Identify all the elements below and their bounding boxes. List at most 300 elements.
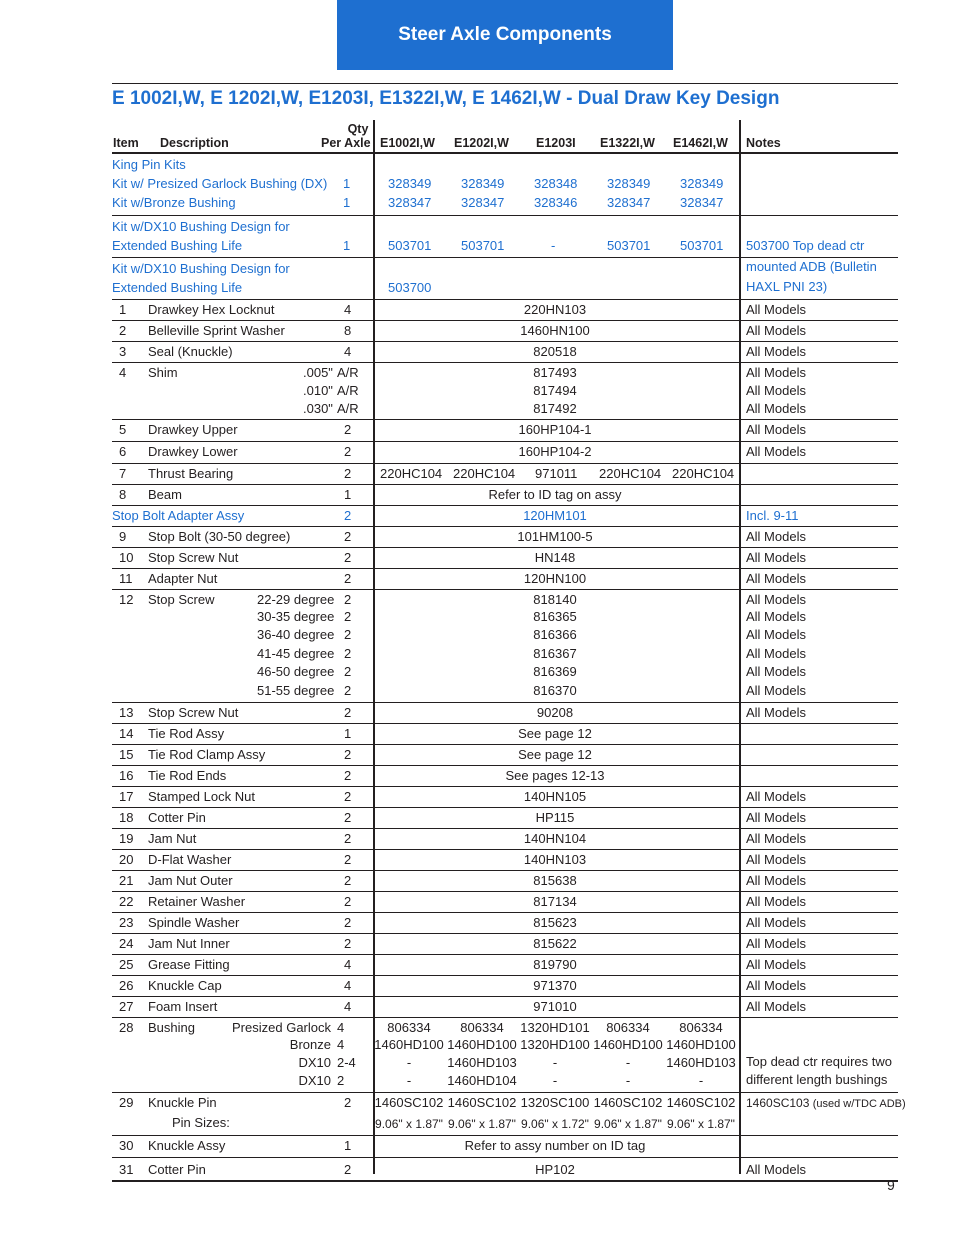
shim-size: .010" <box>303 383 333 398</box>
part-number: 160HP104-1 <box>518 422 592 437</box>
kit-dx10-part: 503701 <box>461 238 505 253</box>
item-description: Stop Screw <box>148 592 215 607</box>
page-title: E 1002I,W, E 1202I,W, E1203I, E1322I,W, E 1462I,W - Dual Draw Key Design <box>112 88 780 109</box>
pin-size: 9.06" x 1.72" <box>521 1117 589 1131</box>
item-description: Jam Nut Outer <box>148 873 233 888</box>
item-qty: 2 <box>344 705 352 720</box>
part-number: 220HC104 <box>599 466 662 481</box>
degree-range: 36-40 degree <box>257 627 335 642</box>
item-qty: 2 <box>344 683 352 698</box>
kit-dx10-desc: Extended Bushing Life <box>112 238 243 253</box>
item-qty: 2 <box>344 1095 352 1110</box>
item-number: 16 <box>119 768 134 783</box>
item-number: 23 <box>119 915 134 930</box>
item-note: All Models <box>746 1162 806 1177</box>
header-item: Item <box>113 136 139 150</box>
part-number: 220HC104 <box>380 466 443 481</box>
item-description: Bushing <box>148 1020 195 1035</box>
part-number: - <box>552 1055 558 1070</box>
item-number: 26 <box>119 978 134 993</box>
item-number: 31 <box>119 1162 134 1177</box>
part-number: 819790 <box>533 957 577 972</box>
part-number: Refer to ID tag on assy <box>488 487 622 502</box>
part-number: 1320HD101 <box>520 1020 590 1035</box>
item-description: Seal (Knuckle) <box>148 344 233 359</box>
part-number: 140HN103 <box>523 852 587 867</box>
part-number: - <box>406 1055 412 1070</box>
table-row <box>112 363 898 420</box>
part-number: 818140 <box>533 592 577 607</box>
item-qty: 4 <box>344 957 352 972</box>
item-qty: 2 <box>344 609 352 624</box>
kit-bronze-part: 328347 <box>461 195 505 210</box>
table-row <box>112 787 898 808</box>
item-qty: 4 <box>344 302 352 317</box>
kit-garlock-part: 328349 <box>461 176 505 191</box>
part-number: 220HC104 <box>453 466 516 481</box>
item-note: All Models <box>746 609 806 624</box>
item-note: Incl. 9-11 <box>746 508 799 523</box>
item-qty: 2 <box>344 592 352 607</box>
item-note: All Models <box>746 873 806 888</box>
item-number: 25 <box>119 957 134 972</box>
item-qty: A/R <box>337 365 359 380</box>
parts-table <box>112 120 906 1182</box>
item-note: All Models <box>746 302 806 317</box>
table-row <box>112 321 898 342</box>
item-note: All Models <box>746 323 806 338</box>
item-description: Stop Bolt (30-50 degree) <box>148 529 291 544</box>
part-number: 806334 <box>679 1020 723 1035</box>
item-number: 1 <box>119 302 127 317</box>
part-number: 817492 <box>533 401 577 416</box>
table-row <box>112 569 898 590</box>
part-number: 815622 <box>533 936 577 951</box>
item-note: All Models <box>746 831 806 846</box>
pin-sizes-label: Pin Sizes: <box>172 1115 230 1130</box>
table-row <box>112 703 898 724</box>
item-qty: 2 <box>344 768 352 783</box>
part-number: 1460HD100 <box>374 1037 444 1052</box>
kit-bronze-qty: 1 <box>343 195 351 210</box>
item-qty: 2 <box>344 627 352 642</box>
item-number: 18 <box>119 810 134 825</box>
header-model-4: E1322I,W <box>600 136 655 150</box>
part-number: 815623 <box>533 915 577 930</box>
item-note: All Models <box>746 683 806 698</box>
kit-dx10-part: 503701 <box>607 238 651 253</box>
kit-garlock-part: 328348 <box>534 176 578 191</box>
item-note: different length bushings <box>746 1072 888 1087</box>
part-number: 160HP104-2 <box>518 444 592 459</box>
item-qty: 4 <box>344 978 352 993</box>
item-description: Knuckle Pin <box>148 1095 217 1110</box>
item-qty: 2 <box>344 466 352 481</box>
item-qty: 2 <box>337 1073 345 1088</box>
item-qty: 2 <box>344 529 352 544</box>
item-qty: 4 <box>344 344 352 359</box>
item-description: Drawkey Upper <box>148 422 238 437</box>
table-row <box>112 745 898 766</box>
item-number: 17 <box>119 789 134 804</box>
item-qty: 2 <box>344 810 352 825</box>
item-number: 3 <box>119 344 127 359</box>
item-note: All Models <box>746 810 806 825</box>
part-number: 806334 <box>387 1020 431 1035</box>
part-number: Refer to assy number on ID tag <box>464 1138 646 1153</box>
degree-range: 41-45 degree <box>257 646 335 661</box>
item-note: All Models <box>746 894 806 909</box>
item-description: Thrust Bearing <box>148 466 234 481</box>
item-note: All Models <box>746 789 806 804</box>
item-number: 28 <box>119 1020 134 1035</box>
part-number: See pages 12-13 <box>505 768 605 783</box>
item-note: All Models <box>746 401 806 416</box>
part-number: 1460SC102 <box>374 1095 444 1110</box>
kit-garlock-part: 328349 <box>388 176 432 191</box>
item-qty: A/R <box>337 383 359 398</box>
kit-garlock-part: 328349 <box>680 176 724 191</box>
item-description: Knuckle Cap <box>148 978 222 993</box>
item-number: 24 <box>119 936 134 951</box>
part-number: 1460HD100 <box>447 1037 517 1052</box>
part-number: 817494 <box>533 383 577 398</box>
item-qty: 2-4 <box>337 1055 356 1070</box>
table-row <box>112 590 898 703</box>
kit-row <box>112 154 898 216</box>
pin-size: 9.06" x 1.87" <box>667 1117 735 1131</box>
kit-garlock-qty: 1 <box>343 176 351 191</box>
section-banner: Steer Axle Components <box>337 0 673 70</box>
item-number: 21 <box>119 873 134 888</box>
part-number: 971370 <box>533 978 577 993</box>
table-row <box>112 464 898 485</box>
item-description: Jam Nut Inner <box>148 936 230 951</box>
table-row <box>112 1158 898 1182</box>
page-number: 9 <box>887 1177 895 1193</box>
part-number: 971010 <box>533 999 577 1014</box>
item-qty: 2 <box>344 664 352 679</box>
table-row <box>112 850 898 871</box>
part-number: 1460HD103 <box>447 1055 517 1070</box>
item-description: Tie Rod Clamp Assy <box>148 747 266 762</box>
item-note: All Models <box>746 627 806 642</box>
item-qty: 2 <box>344 508 352 523</box>
item-qty: 2 <box>344 1162 352 1177</box>
item-number: 6 <box>119 444 127 459</box>
note-part: 1460SC103 <box>746 1096 810 1110</box>
table-row <box>112 342 898 363</box>
item-description: Cotter Pin <box>148 810 206 825</box>
item-number: 30 <box>119 1138 134 1153</box>
part-number: 816366 <box>533 627 577 642</box>
part-number: 1460HN100 <box>520 323 590 338</box>
table-row <box>112 527 898 548</box>
table-row <box>112 976 898 997</box>
table-row <box>112 913 898 934</box>
item-qty: 1 <box>344 487 352 502</box>
item-note: Top dead ctr requires two <box>746 1054 892 1069</box>
part-number: 1460HD103 <box>666 1055 736 1070</box>
part-number: - <box>552 1073 558 1088</box>
item-qty: 2 <box>344 571 352 586</box>
part-number: See page 12 <box>518 726 592 741</box>
part-number: 1460HD104 <box>447 1073 517 1088</box>
item-note <box>746 1094 906 1114</box>
pin-size: 9.06" x 1.87" <box>448 1117 516 1131</box>
table-row <box>112 766 898 787</box>
table-row <box>112 442 898 464</box>
part-number: 816367 <box>533 646 577 661</box>
degree-range: 22-29 degree <box>257 592 335 607</box>
part-number: 220HN103 <box>523 302 587 317</box>
item-number: 11 <box>119 571 133 586</box>
item-note: All Models <box>746 978 806 993</box>
top-rule <box>112 83 898 84</box>
kit-dx10-desc: Kit w/DX10 Bushing Design for <box>112 261 290 276</box>
part-number: 1460SC102 <box>666 1095 736 1110</box>
item-qty: 4 <box>337 1037 345 1052</box>
item-description: Spindle Washer <box>148 915 240 930</box>
part-number: HN148 <box>534 550 576 565</box>
item-note: All Models <box>746 422 806 437</box>
item-description: Stamped Lock Nut <box>148 789 255 804</box>
item-description: Stop Screw Nut <box>148 705 239 720</box>
item-note: All Models <box>746 592 806 607</box>
item-description: Knuckle Assy <box>148 1138 226 1153</box>
item-description: Stop Screw Nut <box>148 550 239 565</box>
part-number: 816369 <box>533 664 577 679</box>
kit-dx10-desc: Extended Bushing Life <box>112 280 243 295</box>
item-description: Tie Rod Assy <box>148 726 225 741</box>
item-qty: 2 <box>344 789 352 804</box>
kits-title: King Pin Kits <box>112 157 186 172</box>
item-description: Drawkey Hex Locknut <box>148 302 275 317</box>
item-description: Shim <box>148 365 178 380</box>
part-number: 1320HD100 <box>520 1037 590 1052</box>
part-number: 90208 <box>536 705 574 720</box>
item-number: 20 <box>119 852 134 867</box>
bushing-type: Presized Garlock <box>232 1020 331 1035</box>
shim-size: .030" <box>303 401 333 416</box>
bushing-type: DX10 <box>298 1055 331 1070</box>
item-note: All Models <box>746 936 806 951</box>
part-number: 120HM101 <box>523 508 587 523</box>
item-number: 5 <box>119 422 127 437</box>
header-qty: Qty <box>347 122 369 136</box>
kit-dx10-part: 503700 <box>388 280 432 295</box>
item-number: 7 <box>119 466 127 481</box>
kit-bronze-part: 328347 <box>607 195 651 210</box>
part-number: 820518 <box>533 344 577 359</box>
item-description: Cotter Pin <box>148 1162 206 1177</box>
item-qty: A/R <box>337 401 359 416</box>
part-number: See page 12 <box>518 747 592 762</box>
bushing-type: Bronze <box>289 1037 331 1052</box>
item-qty: 2 <box>344 444 352 459</box>
table-row <box>112 724 898 745</box>
item-note: All Models <box>746 344 806 359</box>
item-number: 22 <box>119 894 134 909</box>
table-row <box>112 871 898 892</box>
kit-dx10-qty: 1 <box>343 238 351 253</box>
item-number: 4 <box>119 365 127 380</box>
part-number: - <box>625 1055 631 1070</box>
part-number: 140HN104 <box>523 831 587 846</box>
table-row <box>112 1136 898 1158</box>
item-note: All Models <box>746 915 806 930</box>
table-row <box>112 829 898 850</box>
part-number: 1460HD100 <box>666 1037 736 1052</box>
item-note: All Models <box>746 957 806 972</box>
table-row <box>112 485 898 506</box>
part-number: HP115 <box>535 810 575 825</box>
item-qty: 2 <box>344 831 352 846</box>
kit-bronze-part: 328347 <box>388 195 432 210</box>
item-number: 13 <box>119 705 134 720</box>
kit-dx10-note: mounted ADB (Bulletin <box>746 259 877 274</box>
item-description: Stop Bolt Adapter Assy <box>112 508 245 523</box>
bushing-type: DX10 <box>298 1073 331 1088</box>
table-row <box>112 1093 906 1136</box>
item-number: 27 <box>119 999 134 1014</box>
item-note: All Models <box>746 999 806 1014</box>
pin-size: 9.06" x 1.87" <box>594 1117 662 1131</box>
kit-dx10-note: 503700 Top dead ctr <box>746 238 865 253</box>
item-description: Foam Insert <box>148 999 218 1014</box>
item-qty: 2 <box>344 894 352 909</box>
item-qty: 2 <box>344 936 352 951</box>
item-description: D-Flat Washer <box>148 852 232 867</box>
item-qty: 8 <box>344 323 352 338</box>
kit-dx10-part: 503701 <box>388 238 432 253</box>
kit-garlock-desc: Kit w/ Presized Garlock Bushing (DX) <box>112 176 328 191</box>
item-number: 19 <box>119 831 134 846</box>
kit-dx10-part: 503701 <box>680 238 724 253</box>
kit-dx10-desc: Kit w/DX10 Bushing Design for <box>112 219 290 234</box>
part-number: - <box>625 1073 631 1088</box>
header-notes: Notes <box>746 136 781 150</box>
table-row <box>112 808 898 829</box>
item-number: 2 <box>119 323 127 338</box>
table-row <box>112 300 898 321</box>
part-number: 816365 <box>533 609 577 624</box>
item-note: All Models <box>746 383 806 398</box>
item-note: All Models <box>746 444 806 459</box>
table-row <box>112 997 898 1018</box>
item-description: Drawkey Lower <box>148 444 238 459</box>
kit-bronze-desc: Kit w/Bronze Bushing <box>112 195 236 210</box>
item-qty: 4 <box>337 1020 345 1035</box>
item-qty: 1 <box>344 1138 352 1153</box>
item-note: All Models <box>746 646 806 661</box>
item-number: 15 <box>119 747 134 762</box>
table-row <box>112 506 898 527</box>
table-row <box>112 955 898 976</box>
part-number: 1460SC102 <box>593 1095 663 1110</box>
part-number: - <box>406 1073 412 1088</box>
part-number: 101HM100-5 <box>517 529 593 544</box>
part-number: - <box>698 1073 704 1088</box>
table-header <box>112 120 898 154</box>
kit-row <box>112 258 898 300</box>
item-description: Tie Rod Ends <box>148 768 227 783</box>
item-qty: 2 <box>344 873 352 888</box>
part-number: 806334 <box>606 1020 650 1035</box>
part-number: 815638 <box>533 873 577 888</box>
table-row <box>112 420 898 442</box>
item-note: All Models <box>746 852 806 867</box>
item-description: Jam Nut <box>148 831 197 846</box>
item-note: All Models <box>746 705 806 720</box>
item-qty: 2 <box>344 646 352 661</box>
item-qty: 2 <box>344 915 352 930</box>
part-number: HP102 <box>535 1162 575 1177</box>
item-note: All Models <box>746 550 806 565</box>
degree-range: 30-35 degree <box>257 609 335 624</box>
kit-bronze-part: 328347 <box>680 195 724 210</box>
part-number: 806334 <box>460 1020 504 1035</box>
item-qty: 1 <box>344 726 352 741</box>
header-per-axle: Per Axle <box>321 136 371 150</box>
item-note: All Models <box>746 365 806 380</box>
table-row <box>112 892 898 913</box>
item-qty: 2 <box>344 747 352 762</box>
header-model-2: E1202I,W <box>454 136 509 150</box>
item-description: Belleville Sprint Washer <box>148 323 285 338</box>
item-qty: 4 <box>344 999 352 1014</box>
part-number: 1320SC100 <box>520 1095 590 1110</box>
item-qty: 2 <box>344 422 352 437</box>
part-number: 1460SC102 <box>447 1095 517 1110</box>
header-model-5: E1462I,W <box>673 136 728 150</box>
kit-dx10-part: - <box>551 238 556 253</box>
part-number: 971011 <box>535 466 578 481</box>
item-note: All Models <box>746 571 806 586</box>
item-note: All Models <box>746 529 806 544</box>
kit-bronze-part: 328346 <box>534 195 578 210</box>
item-number: 10 <box>119 550 134 565</box>
kit-dx10-note: HAXL PNI 23) <box>746 279 828 294</box>
item-description: Grease Fitting <box>148 957 230 972</box>
shim-size: .005" <box>303 365 333 380</box>
pin-size: 9.06" x 1.87" <box>375 1117 443 1131</box>
item-description: Beam <box>148 487 182 502</box>
item-number: 14 <box>119 726 134 741</box>
degree-range: 46-50 degree <box>257 664 335 679</box>
kit-garlock-part: 328349 <box>607 176 651 191</box>
part-number: 817134 <box>533 894 577 909</box>
header-description: Description <box>160 136 229 150</box>
table-row <box>112 934 898 955</box>
degree-range: 51-55 degree <box>257 683 335 698</box>
part-number: 817493 <box>533 365 577 380</box>
kit-row <box>112 216 898 258</box>
item-qty: 2 <box>344 852 352 867</box>
part-number: 140HN105 <box>523 789 587 804</box>
part-number: 1460HD100 <box>593 1037 663 1052</box>
table-row <box>112 1018 898 1093</box>
note-sub: (used w/TDC ADB) <box>812 1098 906 1110</box>
item-qty: 2 <box>344 550 352 565</box>
item-number: 29 <box>119 1095 134 1110</box>
item-number: 8 <box>119 487 127 502</box>
part-number: 120HN100 <box>523 571 587 586</box>
item-number: 12 <box>119 592 134 607</box>
header-model-3: E1203I <box>536 136 576 150</box>
item-description: Retainer Washer <box>148 894 246 909</box>
item-description: Adapter Nut <box>148 571 218 586</box>
